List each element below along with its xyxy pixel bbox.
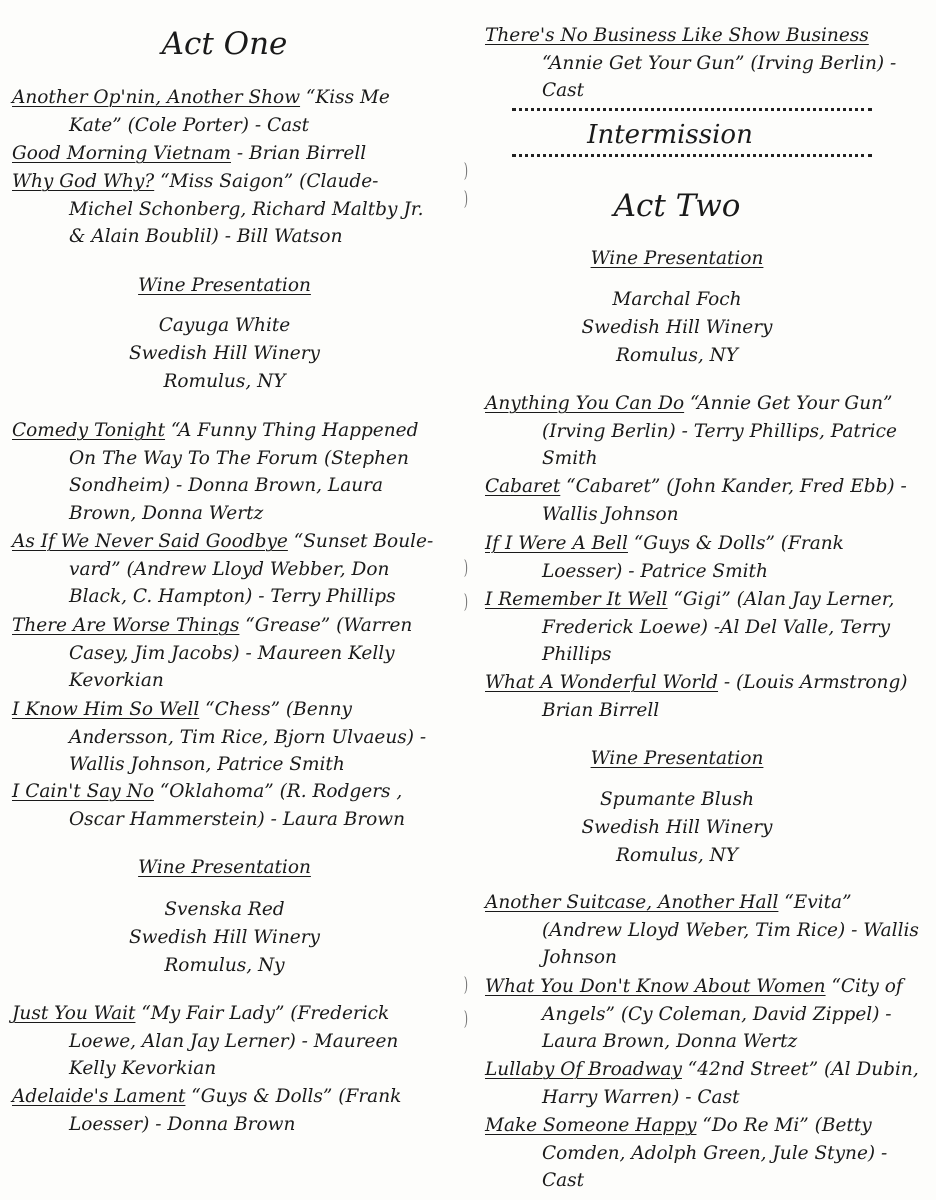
song-title: Cabaret <box>485 476 561 497</box>
song-entry <box>485 390 925 473</box>
song-entry <box>485 473 925 528</box>
winery-location: Romulus, Ny <box>164 955 285 976</box>
song-title: As If We Never Said Goodbye <box>12 531 288 552</box>
wine-name: Marchal Foch <box>612 289 742 310</box>
song-entry <box>12 528 437 611</box>
song-title: Why God Why? <box>12 171 155 192</box>
song-details: - Brian Birrell <box>231 143 367 164</box>
song-entry <box>485 1112 925 1195</box>
song-details: “Gigi” (Alan Jay Lerner, Frederick Loewe) -Al Del Valle, Terry Phillips <box>542 589 895 665</box>
song-details: “Grease” (Warren Casey, Jim Jacobs) - Maureen Kelly Kevorkian <box>69 615 413 691</box>
act-two-title: Act Two <box>613 188 741 224</box>
song-entry <box>485 586 925 669</box>
song-details: “42nd Street” (Al Dubin, Harry Warren) - Cast <box>542 1059 919 1108</box>
binding-mark: ) <box>463 589 469 613</box>
act-one-title: Act One <box>161 26 288 62</box>
song-entry <box>12 1000 437 1083</box>
wine-presentation-details <box>12 896 437 980</box>
song-details: “Annie Get Your Gun” (Irving Berlin) - Terry Phillips, Patrice Smith <box>542 393 897 469</box>
song-details: “Evita” (Andrew Lloyd Weber, Tim Rice) - Wallis Johnson <box>542 892 919 968</box>
dotted-divider <box>512 154 872 157</box>
intermission-title: Intermission <box>587 120 753 150</box>
song-details: - (Louis Armstrong) Brian Birrell <box>542 672 908 721</box>
winery-name: Swedish Hill Winery <box>128 927 321 948</box>
binding-mark: ) <box>463 972 469 996</box>
song-entry <box>12 84 437 139</box>
song-entry <box>12 168 437 251</box>
song-title: Good Morning Vietnam <box>12 143 231 164</box>
wine-name: Cayuga White <box>158 315 291 336</box>
song-title: What A Wonderful World <box>485 672 719 693</box>
wine-presentation-heading: Wine Presentation <box>590 248 764 269</box>
wine-presentation-details <box>429 786 925 870</box>
song-title: I Remember It Well <box>485 589 668 610</box>
song-entry <box>12 140 437 168</box>
binding-mark: ) <box>463 186 469 210</box>
song-entry <box>485 22 925 105</box>
wine-presentation-details <box>429 286 925 370</box>
winery-name: Swedish Hill Winery <box>581 317 773 338</box>
binding-mark: ) <box>463 555 469 579</box>
song-entry <box>12 778 437 833</box>
wine-name: Svenska Red <box>164 899 285 920</box>
song-details: “Chess” (Benny Andersson, Tim Rice, Bjorn Ulvaeus) - Wallis Johnson, Patrice Smith <box>69 699 427 775</box>
song-entry <box>12 696 437 779</box>
song-title: Lullaby Of Broadway <box>485 1059 682 1080</box>
song-details: “Do Re Mi” (Betty Comden, Adolph Green, Jule Styne) - Cast <box>542 1115 888 1191</box>
song-details: “Guys & Dolls” (Frank Loesser) - Donna Brown <box>69 1086 402 1135</box>
song-entry <box>12 1083 437 1138</box>
wine-name: Spumante Blush <box>599 789 755 810</box>
song-entry <box>485 973 925 1056</box>
song-title: If I Were A Bell <box>485 533 628 554</box>
song-title: Make Someone Happy <box>485 1115 697 1136</box>
song-entry <box>12 612 437 695</box>
binding-mark: ) <box>463 1006 469 1030</box>
song-title: There Are Worse Things <box>12 615 240 636</box>
winery-location: Romulus, NY <box>615 845 738 866</box>
song-title: Adelaide's Lament <box>12 1086 186 1107</box>
winery-name: Swedish Hill Winery <box>581 817 773 838</box>
winery-name: Swedish Hill Winery <box>128 343 321 364</box>
wine-presentation-heading: Wine Presentation <box>590 748 764 769</box>
song-entry <box>12 417 437 527</box>
song-details: “Annie Get Your Gun” (Irving Berlin) - Cast <box>542 52 897 101</box>
song-title: Another Suitcase, Another Hall <box>485 892 779 913</box>
song-entry <box>485 1056 925 1111</box>
song-title: Comedy Tonight <box>12 420 166 441</box>
song-title: What You Don't Know About Women <box>485 976 826 997</box>
song-details: “Cabaret” (John Kander, Fred Ebb) - Wallis Johnson <box>542 476 907 525</box>
dotted-divider <box>512 108 872 111</box>
song-details: “Oklahoma” (R. Rodgers , Oscar Hammerstein) - Laura Brown <box>69 781 406 830</box>
wine-presentation-heading: Wine Presentation <box>138 857 311 878</box>
song-entry <box>485 889 925 972</box>
winery-location: Romulus, NY <box>615 345 738 366</box>
song-details: “Guys & Dolls” (Frank Loesser) - Patrice Smith <box>542 533 844 582</box>
song-title: Just You Wait <box>12 1003 136 1024</box>
song-details: “Kiss Me Kate” (Cole Porter) - Cast <box>69 87 390 136</box>
song-title: I Know Him So Well <box>12 699 200 720</box>
song-details: “Miss Saigon” (Claude-Michel Schonberg, Richard Maltby Jr. & Alain Boublil) - Bill Watson <box>69 171 424 247</box>
song-entry <box>485 530 925 585</box>
wine-presentation-details <box>12 312 437 396</box>
song-details: “City of Angels” (Cy Coleman, David Zippel) - Laura Brown, Donna Wertz <box>542 976 903 1052</box>
song-title: Another Op'nin, Another Show <box>12 87 301 108</box>
song-details: “Sunset Boule-vard” (Andrew Lloyd Webber, Don Black, C. Hampton) - Terry Phillips <box>69 531 434 607</box>
winery-location: Romulus, NY <box>163 371 286 392</box>
song-details: “A Funny Thing Happened On The Way To The Forum (Stephen Sondheim) - Donna Brown, Laura Brown, Donna Wertz <box>69 420 419 524</box>
song-entry <box>485 669 925 724</box>
song-title: Anything You Can Do <box>485 393 685 414</box>
song-title: There's No Business Like Show Business <box>485 25 869 46</box>
song-details: “My Fair Lady” (Frederick Loewe, Alan Jay Lerner) - Maureen Kelly Kevorkian <box>69 1003 399 1079</box>
binding-mark: ) <box>463 158 469 182</box>
song-title: I Cain't Say No <box>12 781 154 802</box>
wine-presentation-heading: Wine Presentation <box>138 275 311 296</box>
